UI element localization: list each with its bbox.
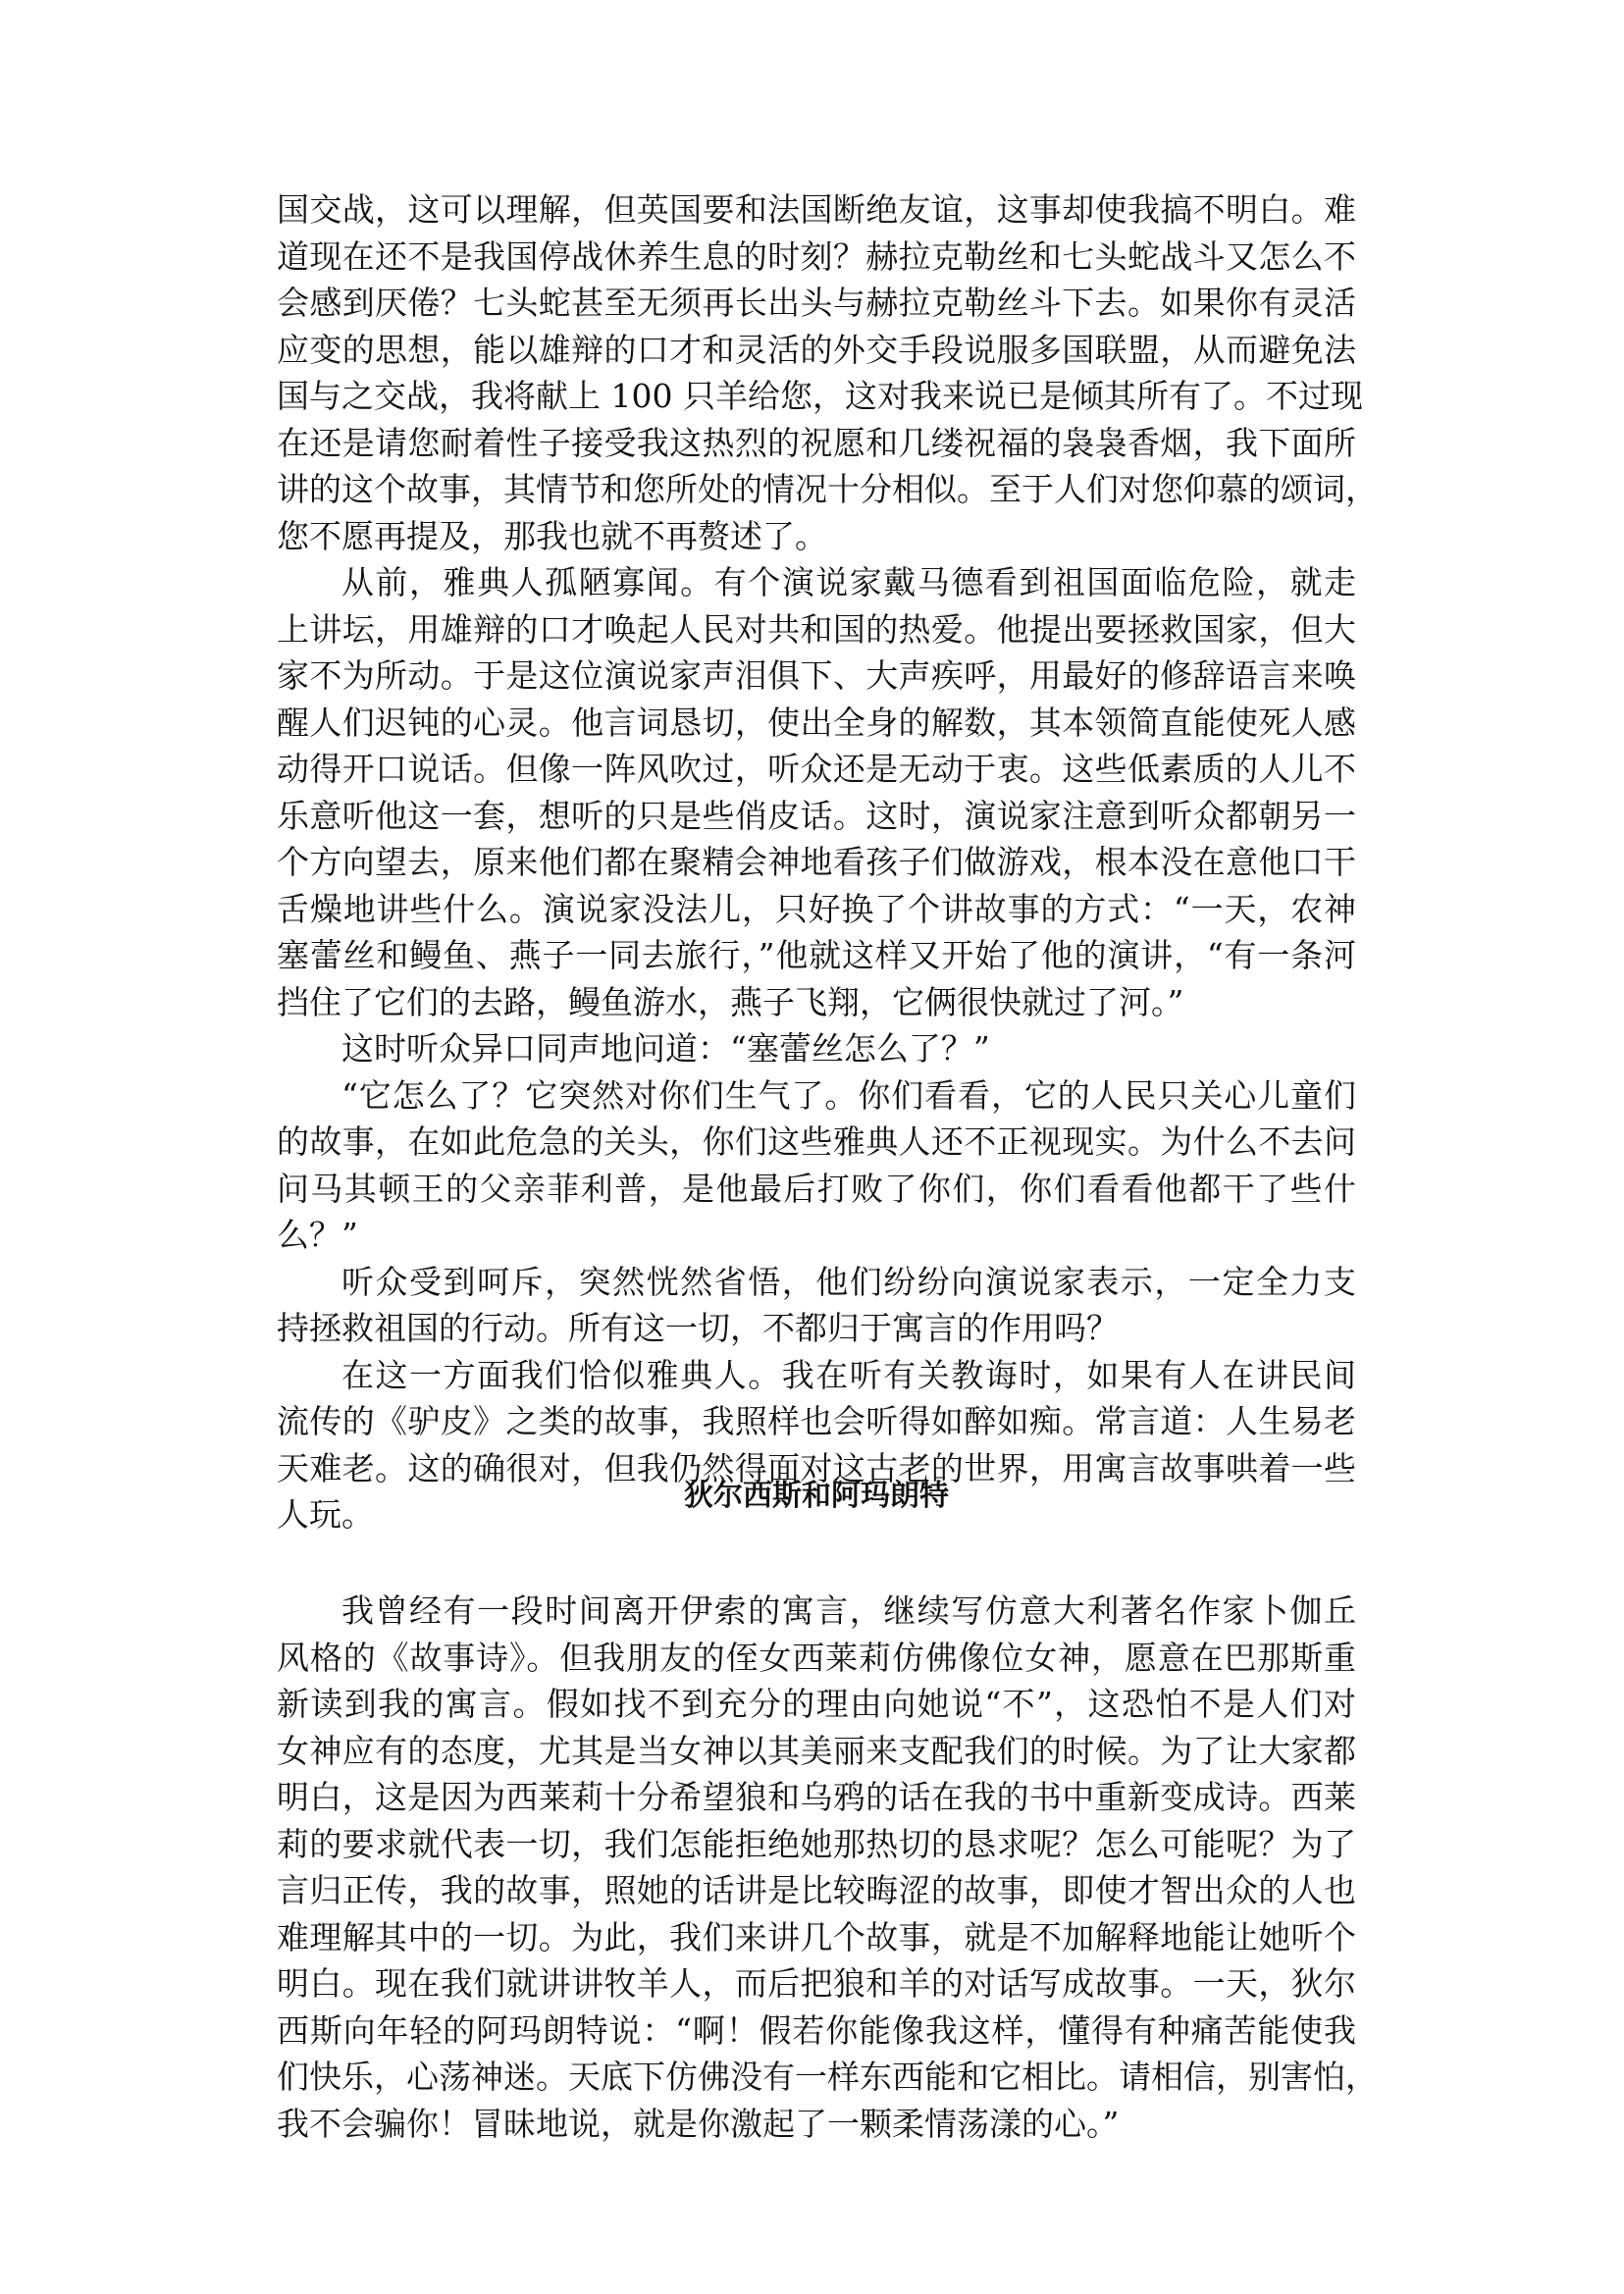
text-line: 家不为所动。于是这位演说家声泪俱下、大声疾呼，用最好的修辞语言来唤 xyxy=(277,656,1356,695)
text-line: 在还是请您耐着性子接受我这热烈的祝愿和几缕祝福的袅袅香烟，我下面所 xyxy=(277,423,1356,462)
text-line: 舌燥地讲些什么。演说家没法儿，只好换了个讲故事的方式：“一天，农神 xyxy=(277,889,1356,928)
text-line: 醒人们迟钝的心灵。他言词恳切，使出全身的解数，其本领简直能使死人感 xyxy=(277,703,1356,742)
text-line: 乐意听他这一套，想听的只是些俏皮话。这时，演说家注意到听众都朝另一 xyxy=(277,796,1356,835)
text-line: 人玩。 xyxy=(277,1495,374,1534)
text-line: 讲的这个故事，其情节和您所处的情况十分相似。至于人们对您仰慕的颂词， xyxy=(277,470,1378,508)
text-line: 上讲坛，用雄辩的口才唤起人民对共和国的热爱。他提出要拯救国家，但大 xyxy=(277,609,1356,649)
text-line: 女神应有的态度，尤其是当女神以其美丽来支配我们的时候。为了让大家都 xyxy=(277,1731,1356,1770)
text-line: 天难老。这的确很对，但我仍然得面对这古老的世界，用寓言故事哄着一些 xyxy=(277,1448,1356,1487)
text-line: 新读到我的寓言。假如找不到充分的理由向她说“不”，这恐怕不是人们对 xyxy=(277,1685,1356,1723)
text-line: 明白，这是因为西莱莉十分希望狼和乌鸦的话在我的书中重新变成诗。西莱 xyxy=(277,1778,1356,1816)
section-2-body xyxy=(277,1588,1378,2147)
text-line: 言归正传，我的故事，照她的话讲是比较晦涩的故事，即使才智出众的人也 xyxy=(277,1871,1356,1909)
section-title: 狄尔西斯和阿玛朗特 xyxy=(684,1479,949,1513)
text-line: 难理解其中的一切。为此，我们来讲几个故事，就是不加解释地能让她听个 xyxy=(277,1917,1356,1956)
text-line: 我曾经有一段时间离开伊索的寓言，继续写仿意大利著名作家卜伽丘 xyxy=(341,1591,1356,1630)
text-line: 道现在还不是我国停战休养生息的时刻？赫拉克勒丝和七头蛇战斗又怎么不 xyxy=(277,236,1356,276)
text-line: 么？” xyxy=(277,1216,358,1254)
text-line: 挡住了它们的去路，鳗鱼游水，燕子飞翔，它俩很快就过了河。” xyxy=(277,982,1184,1021)
text-line: 动得开口说话。但像一阵风吹过，听众还是无动于衷。这些低素质的人儿不 xyxy=(277,750,1356,788)
text-line: 国交战，这可以理解，但英国要和法国断绝友谊，这事却使我搞不明白。难 xyxy=(277,190,1356,229)
text-line: 们快乐，心荡神迷。天底下仿佛没有一样东西能和它相比。请相信，别害怕， xyxy=(277,2058,1378,2096)
text-line: 会感到厌倦？七头蛇甚至无须再长出头与赫拉克勒丝斗下去。如果你有灵活 xyxy=(277,284,1356,322)
text-line: 明白。现在我们就讲讲牧羊人，而后把狼和羊的对话写成故事。一天，狄尔 xyxy=(277,1964,1356,2003)
text-line: 听众受到呵斥，突然恍然省悟，他们纷纷向演说家表示，一定全力支 xyxy=(341,1262,1356,1301)
text-line: 风格的《故事诗》。但我朋友的侄女西莱莉仿佛像位女神，愿意在巴那斯重 xyxy=(277,1638,1356,1677)
text-line: 塞蕾丝和鳗鱼、燕子一同去旅行，”他就这样又开始了他的演讲，“有一条河 xyxy=(277,936,1356,974)
section-1-body xyxy=(277,186,1378,1538)
text-line: 的故事，在如此危急的关头，你们这些雅典人还不正视现实。为什么不去问 xyxy=(277,1122,1356,1161)
text-line: 国与之交战，我将献上 100 只羊给您，这对我来说已是倾其所有了。不过现 xyxy=(277,377,1363,415)
text-line: 西斯向年轻的阿玛朗特说：“啊！假若你能像我这样，懂得有种痛苦能使我 xyxy=(277,2010,1356,2050)
text-line: 个方向望去，原来他们都在聚精会神地看孩子们做游戏，根本没在意他口干 xyxy=(277,843,1356,881)
text-line: 应变的思想，能以雄辩的口才和灵活的外交手段说服多国联盟，从而避免法 xyxy=(277,330,1356,369)
text-line: 我不会骗你！冒昧地说，就是你激起了一颗柔情荡漾的心。” xyxy=(277,2104,1120,2143)
text-line: 在这一方面我们恰似雅典人。我在听有关教诲时，如果有人在讲民间 xyxy=(341,1355,1356,1394)
text-line: 流传的《驴皮》之类的故事，我照样也会听得如醉如痴。常言道：人生易老 xyxy=(277,1402,1356,1440)
text-line: 持拯救祖国的行动。所有这一切，不都归于寓言的作用吗？ xyxy=(277,1309,1119,1347)
text-line: 问马其顿王的父亲菲利普，是他最后打败了你们，你们看看他都干了些什 xyxy=(277,1169,1356,1208)
text-line: 您不愿再提及，那我也就不再赘述了。 xyxy=(277,516,827,555)
text-line: 从前，雅典人孤陋寡闻。有个演说家戴马德看到祖国面临危险，就走 xyxy=(341,563,1356,601)
text-line: 这时听众异口同声地问道：“塞蕾丝怎么了？” xyxy=(341,1029,990,1068)
text-line: 莉的要求就代表一切，我们怎能拒绝她那热切的恳求呢？怎么可能呢？为了 xyxy=(277,1824,1356,1863)
text-line: “它怎么了？它突然对你们生气了。你们看看，它的人民只关心儿童们 xyxy=(341,1075,1356,1115)
